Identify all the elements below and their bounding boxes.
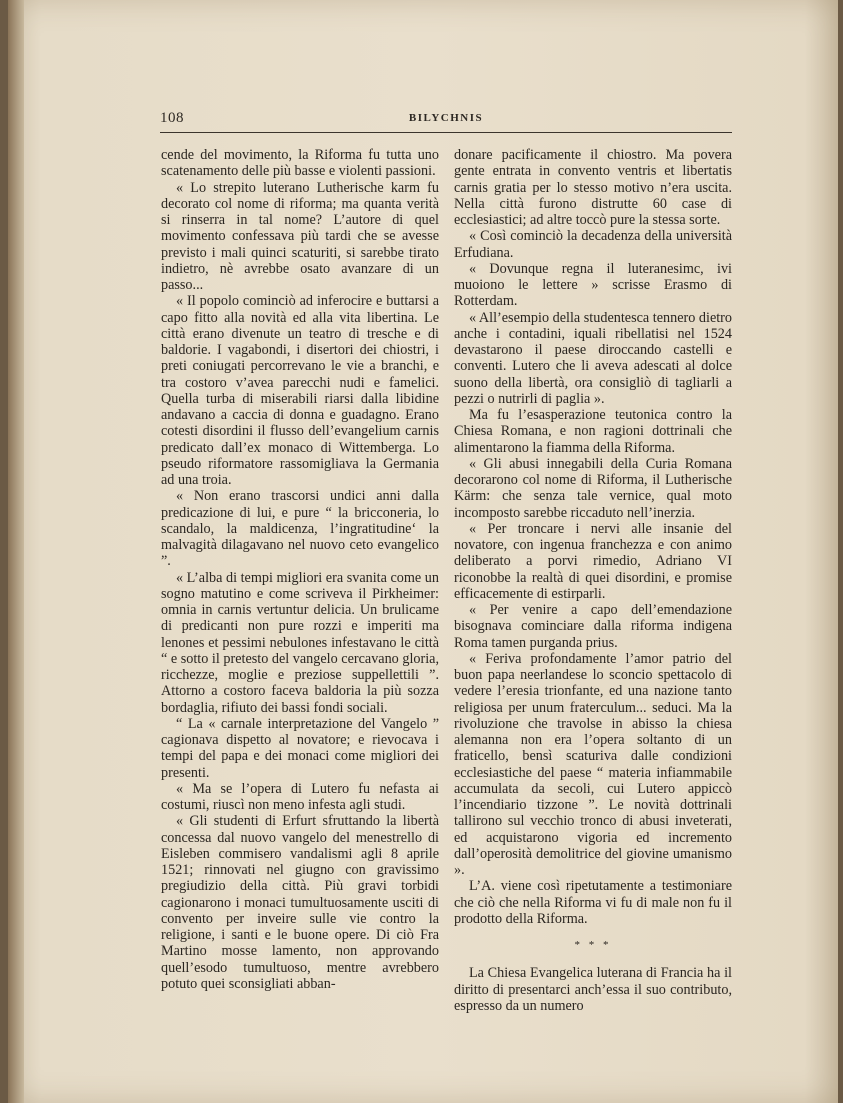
paragraph: « Lo strepito luterano Lutherische karm fu decorato col nome di riforma; ma quanta verità si rinserra in tal nome? L’autore di quel movimento confessava più tardi che se avesse previsto i mali quinci scaturiti, si sarebbe tirato indietro, nè avrebbe osato avanzare di un passo... bbox=[161, 179, 439, 293]
paragraph: « Gli abusi innegabili della Curia Romana decorarono col nome di Riforma, il Lutherische Kärm: che senza tale vernice, qual moto incomposto sarebbe riccaduto nell’inerzia. bbox=[454, 455, 732, 521]
paragraph: cende del movimento, la Riforma fu tutta uno scatenamento delle più basse e violenti passioni. bbox=[161, 147, 439, 180]
paragraph: donare pacificamente il chiostro. Ma povera gente entrata in convento ventris et libertatis carnis gratia per lo stesso motivo n’era uscita. Nella città furono distrutte 60 case di ecclesiastici; ad altre toccò pure la stessa sorte. bbox=[454, 147, 732, 228]
paragraph: « Il popolo cominciò ad inferocire e buttarsi a capo fitto alla novità ed alla vita libertina. Le città erano divenute un teatro di tresche e di baldorie. I vagabondi, i disertori dei chiostri, i preti coniugati percorrevano le vie a branchi, e tra costoro v’avea parecchi nudi e famelici. Quella turba di miserabili riarsi dalla libidine andavano a caccia di donna e guadagno. Erano cotesti disordini il flusso dell’evangelium carnis predicato dall’ex monaco di Wittemberga. Lo pseudo riformatore rassomigliava la Germania ad una troia. bbox=[161, 293, 439, 488]
left-column bbox=[161, 147, 439, 992]
paragraph: Ma fu l’esasperazione teutonica contro la Chiesa Romana, e non ragioni dottrinali che alimentarono la fiamma della Riforma. bbox=[454, 407, 732, 456]
paragraph: La Chiesa Evangelica luterana di Francia ha il diritto di presentarci anch’essa il suo contributo, espresso da un numero bbox=[454, 965, 732, 1014]
paragraph: « Per venire a capo dell’emendazione bisognava cominciare dalla riforma indigena Roma tamen purganda prius. bbox=[454, 602, 732, 651]
journal-title: BILYCHNIS bbox=[408, 112, 484, 124]
section-separator: * * * bbox=[574, 939, 612, 951]
paper-page bbox=[8, 0, 838, 1103]
paragraph: « L’alba di tempi migliori era svanita come un sogno matutino e come scriveva il Pirkheimer: omnia in carnis vertuntur delicia. Un brulicame di predicanti non pure rozzi e imperiti ma lenones et pessimi nebulones infestavano le città “ e sotto il pretesto del vangelo cercavano gloria, ricchezze, moglie e preziose suppellettili ”. Attorno a costoro faceva baldoria la più sozza bordaglia, rifiuto dei bassi fondi sociali. bbox=[161, 569, 439, 716]
paragraph: « Gli studenti di Erfurt sfruttando la libertà concessa dal nuovo vangelo del menestrello di Eisleben commisero vandalismi agli 8 aprile 1521; rinnovati nel giugno con gravissimo pregiudizio della città. Più gravi torbidi cagionarono i monaci tumultuosamente usciti di convento per inveire sulle vie contro la religione, i santi e le buone opere. Di ciò Fra Martino mosse lamento, non approvando quell’esodo tumultuoso, mentre avrebbero potuto quei sconsigliati abban- bbox=[161, 813, 439, 992]
paragraph: « Così cominciò la decadenza della università Erfudiana. bbox=[454, 228, 732, 261]
paragraph: « Ma se l’opera di Lutero fu nefasta ai costumi, riuscì non meno infesta agli studi. bbox=[161, 780, 439, 813]
paragraph: « Dovunque regna il luteranesimc, ivi muoiono le lettere » scrisse Erasmo di Rotterdam. bbox=[454, 260, 732, 310]
paragraph: « Per troncare i nervi alle insanie del novatore, con ingenua franchezza e con animo deliberato a porvi rimedio, Adriano VI riconobbe la realtà di quei disordini, e promise efficacemente di estirparli. bbox=[454, 520, 732, 602]
paragraph: « Non erano trascorsi undici anni dalla predicazione di lui, e pure “ la bricconeria, lo scandalo, la maldicenza, l’ingratitudine‘ la malvagità dilagavano nel nuovo ceto evangelico ”. bbox=[161, 488, 439, 570]
running-header bbox=[160, 108, 732, 133]
page-edge bbox=[8, 0, 24, 1103]
paragraph: “ La « carnale interpretazione del Vangelo ” cagionava dispetto al novatore; e rievocava i tempi del papa e dei monaci come migliori dei presenti. bbox=[161, 715, 439, 781]
paragraph: L’A. viene così ripetutamente a testimoniare che ciò che nella Riforma vi fu di male non fu il prodotto della Riforma. bbox=[454, 878, 732, 927]
paragraph: « Feriva profondamente l’amor patrio del buon papa neerlandese lo sconcio spettacolo di vedere l’eresia trionfante, ed una nazione tanto religiosa per unum fraterculum... seduci. Ma la rivoluzione che travolse in abisso la chiesa alemanna non era l’opera soltanto di un fraticello, bensì scaturiva dalle condizioni ecclesiastiche del paese “ materia infiammabile accumulata da secoli, cui Lutero appiccò l’incendiario tizzone ”. Le novità dottrinali tallirono sul vecchio tronco di abusi inveterati, ed acquistarono vigoria ed incremento dall’operosità demolitrice del giovine umanismo ». bbox=[454, 650, 732, 878]
page-number: 108 bbox=[160, 110, 184, 126]
paragraph: « All’esempio della studentesca tennero dietro anche i contadini, iquali ribellatisi nel 1524 devastarono il paese diroccando castelli e conventi. Lutero che li aveva adescati al dolce suono della libertà, ora consigliò di tagliarli a pezzi o nutrirli di paglia ». bbox=[454, 309, 732, 407]
right-column bbox=[454, 147, 732, 1014]
